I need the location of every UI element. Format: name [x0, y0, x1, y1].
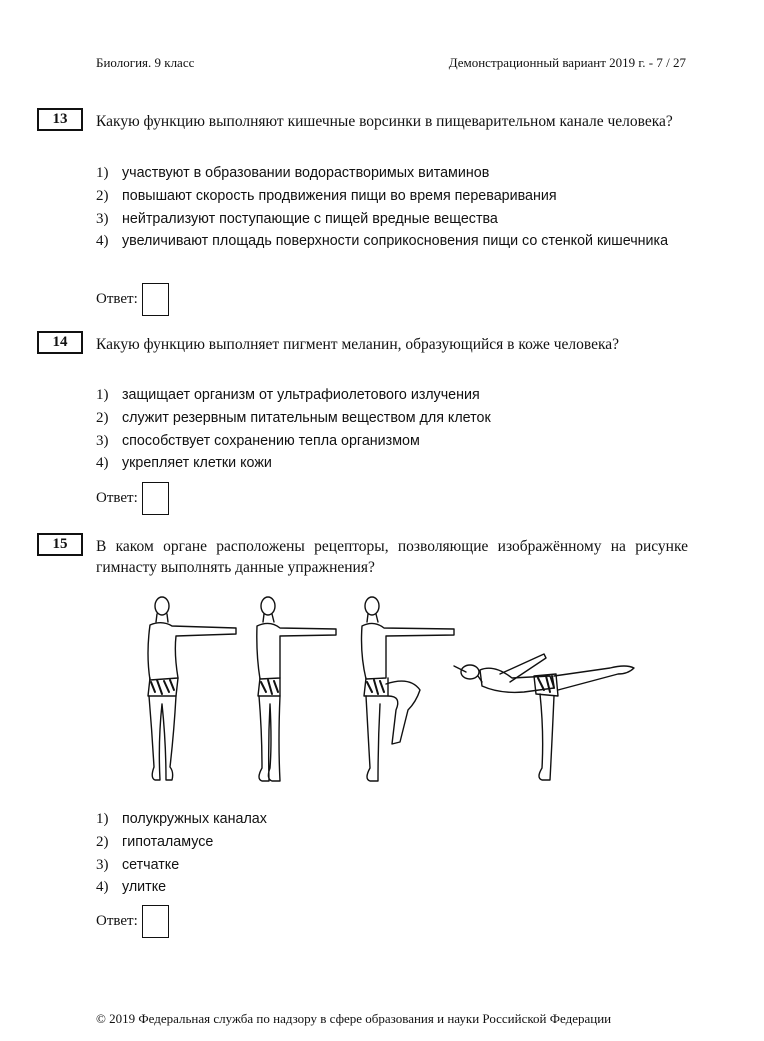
option-number: 1)	[96, 811, 109, 827]
answer-field	[96, 283, 169, 316]
option-text: участвуют в образовании водорастворимых витаминов	[122, 165, 490, 181]
option-number: 1)	[96, 387, 109, 403]
question-text: Какую функцию выполняет пигмент меланин, образующийся в коже человека?	[96, 336, 620, 353]
footer-copyright: © 2019 Федеральная служба по надзору в сфере образования и науки Российской Федерации	[96, 1011, 612, 1026]
gymnast-pose-2	[257, 597, 336, 781]
answer-label: Ответ:	[96, 291, 138, 307]
answer-field	[96, 482, 169, 515]
option[interactable]	[96, 809, 688, 832]
option-text: способствует сохранению тепла организмом	[122, 432, 420, 449]
answer-box[interactable]	[142, 482, 169, 515]
option-number: 3)	[96, 432, 109, 449]
option-text: гипоталамусе	[122, 833, 214, 850]
option-number: 3)	[96, 856, 109, 873]
question-text: Какую функцию выполняют кишечные ворсинки в пищеварительном канале человека?	[96, 113, 673, 130]
gymnast-pose-3	[362, 597, 455, 781]
option-text: защищает организм от ультрафиолетового излучения	[122, 387, 480, 403]
option[interactable]	[96, 453, 688, 476]
option[interactable]	[96, 855, 688, 878]
answer-box[interactable]	[142, 283, 169, 316]
answer-label: Ответ:	[96, 913, 138, 929]
option-text: улитке	[122, 879, 167, 896]
header-subject: Биология. 9 класс	[96, 55, 195, 70]
header-variant: Демонстрационный вариант 2019 г. - 7 / 27	[448, 55, 686, 70]
option-text: увеличивают площадь поверхности соприкосновения пищи со стенкой кишечника	[122, 233, 669, 250]
answer-field	[96, 905, 169, 938]
question-text: В каком органе расположены рецепторы, позволяющие изображённому на рисунке гимнасту выполнять данные упражнения?	[96, 538, 688, 576]
option[interactable]	[96, 186, 688, 209]
option-text: сетчатке	[122, 856, 180, 873]
gymnast-illustration	[120, 592, 650, 797]
option-number: 4)	[96, 879, 109, 896]
option-number: 2)	[96, 187, 109, 204]
option-number: 1)	[96, 165, 109, 181]
options-list	[96, 163, 688, 253]
question-number: 15	[37, 533, 83, 556]
question-number: 14	[37, 331, 83, 354]
option-number: 2)	[96, 409, 109, 426]
option-number: 2)	[96, 833, 109, 850]
option[interactable]	[96, 408, 688, 431]
option[interactable]	[96, 209, 688, 232]
options-list	[96, 385, 688, 476]
option[interactable]	[96, 431, 688, 454]
option-number: 4)	[96, 455, 109, 472]
option[interactable]	[96, 163, 688, 186]
option-number: 3)	[96, 210, 109, 227]
options-list	[96, 809, 688, 900]
gymnast-pose-1	[148, 597, 236, 780]
option-text: укрепляет клетки кожи	[122, 455, 272, 472]
answer-box[interactable]	[142, 905, 169, 938]
answer-label: Ответ:	[96, 490, 138, 506]
option-text: повышают скорость продвижения пищи во время переваривания	[122, 187, 557, 204]
question-number: 13	[37, 108, 83, 131]
option[interactable]	[96, 231, 688, 253]
option[interactable]	[96, 385, 688, 408]
option-text: служит резервным питательным веществом для клеток	[122, 409, 491, 426]
option[interactable]	[96, 877, 688, 900]
option-text: полукружных каналах	[122, 811, 267, 827]
gymnast-pose-4	[454, 654, 634, 780]
option-text: нейтрализуют поступающие с пищей вредные вещества	[122, 210, 498, 227]
option[interactable]	[96, 832, 688, 855]
option-number: 4)	[96, 233, 109, 250]
